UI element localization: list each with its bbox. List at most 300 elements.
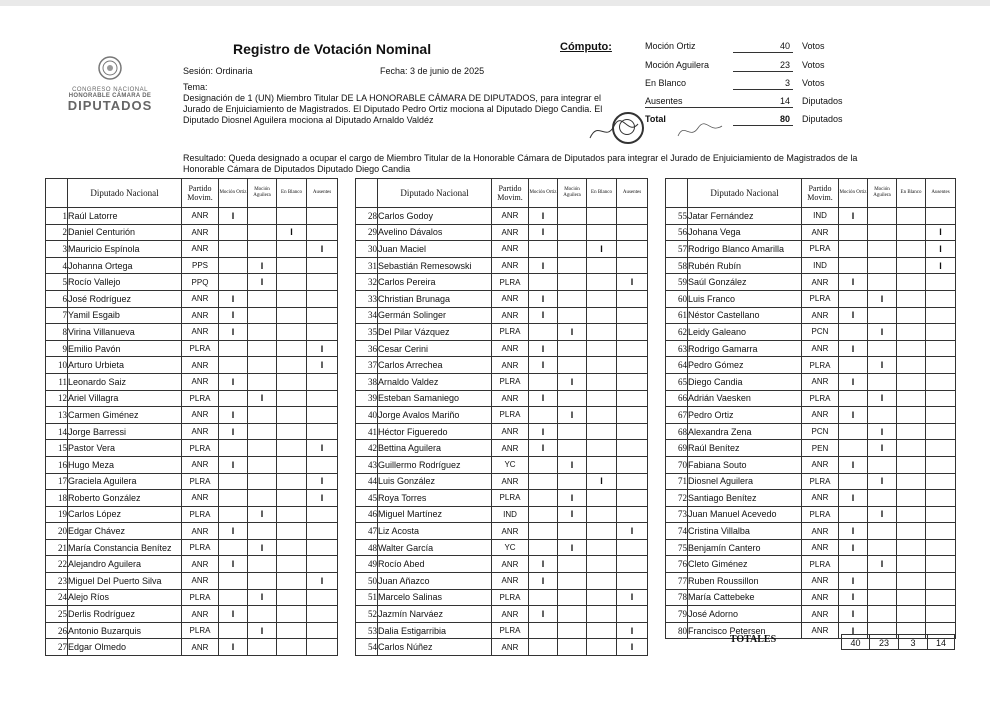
deputy-number: 78 — [666, 589, 688, 606]
table-row — [666, 407, 956, 424]
deputy-number: 69 — [666, 440, 688, 457]
vote-cell — [926, 440, 956, 457]
vote-cell: I — [926, 241, 956, 258]
table-row — [666, 390, 956, 407]
vote-cell — [307, 523, 338, 540]
computo-unit: Votos — [802, 60, 825, 70]
vote-cell — [926, 539, 956, 556]
table-row — [46, 373, 338, 390]
deputy-name: Juan Manuel Acevedo — [688, 506, 802, 523]
vote-cell — [277, 539, 307, 556]
vote-cell: I — [558, 539, 587, 556]
vote-cell — [926, 357, 956, 374]
vote-cell — [587, 290, 617, 307]
total-aguilera: 23 — [869, 634, 899, 650]
vote-cell — [839, 290, 868, 307]
vote-cell — [219, 589, 248, 606]
vote-cell — [587, 622, 617, 639]
table-row — [666, 523, 956, 540]
vote-cell — [897, 573, 926, 590]
vote-cell — [868, 307, 897, 324]
vote-cell — [926, 490, 956, 507]
table-row — [666, 224, 956, 241]
vote-cell — [617, 407, 648, 424]
tema-label: Tema: — [183, 82, 208, 92]
deputy-name: Pedro Ortiz — [688, 407, 802, 424]
vote-cell — [587, 340, 617, 357]
deputy-party: ANR — [802, 606, 839, 623]
deputy-party: IND — [802, 208, 839, 225]
deputy-number: 67 — [666, 407, 688, 424]
vote-cell — [897, 490, 926, 507]
deputy-name: Graciela Aguilera — [68, 473, 182, 490]
deputy-party: YC — [492, 456, 529, 473]
deputy-party: ANR — [492, 241, 529, 258]
deputy-number: 1 — [46, 208, 68, 225]
vote-cell — [558, 639, 587, 656]
vote-cell — [558, 208, 587, 225]
vote-cell — [587, 423, 617, 440]
vote-cell — [248, 407, 277, 424]
deputy-name: Edgar Olmedo — [68, 639, 182, 656]
computo-underline — [733, 89, 793, 90]
deputy-name: Luis González — [378, 473, 492, 490]
table-row — [666, 573, 956, 590]
deputy-party: PPS — [182, 257, 219, 274]
deputy-party: ANR — [492, 340, 529, 357]
table-row — [46, 573, 338, 590]
votes-table-3 — [665, 178, 956, 639]
deputy-name: Pastor Vera — [68, 440, 182, 457]
vote-cell — [307, 324, 338, 341]
vote-cell — [926, 423, 956, 440]
table-row — [666, 456, 956, 473]
table-row — [356, 639, 648, 656]
vote-cell — [219, 473, 248, 490]
vote-cell — [529, 407, 558, 424]
deputy-party: PLRA — [182, 539, 219, 556]
computo-label: Total — [645, 114, 666, 124]
table-row — [356, 556, 648, 573]
table-row — [666, 606, 956, 623]
vote-cell — [926, 473, 956, 490]
vote-cell — [897, 224, 926, 241]
vote-cell — [587, 539, 617, 556]
vote-cell — [617, 241, 648, 258]
deputy-name: José Adorno — [688, 606, 802, 623]
vote-cell — [617, 290, 648, 307]
header-number — [46, 179, 68, 208]
table-row — [666, 440, 956, 457]
vote-cell — [897, 589, 926, 606]
deputy-party: ANR — [492, 473, 529, 490]
vote-cell — [248, 324, 277, 341]
deputy-number: 32 — [356, 274, 378, 291]
tema-text: Designación de 1 (UN) Miembro Titular DE LA HONORABLE CÁMARA DE DIPUTADOS, para integrar el Jurado de Enjuiciamiento de Magistrados. El Diputado Pedro Ortiz mociona al Diputado Diego Candia. El Diputado Diosnel Aguilera mociona al Diputado Arnaldo Valdéz — [183, 93, 603, 125]
deputy-party: ANR — [802, 539, 839, 556]
deputy-name: Carlos López — [68, 506, 182, 523]
deputy-party: PLRA — [182, 473, 219, 490]
vote-cell: I — [558, 490, 587, 507]
table-row — [46, 440, 338, 457]
deputy-number: 80 — [666, 622, 688, 639]
header-name: Diputado Nacional — [378, 179, 492, 208]
deputy-name: Dalia Estigarribia — [378, 622, 492, 639]
vote-cell — [926, 324, 956, 341]
deputy-name: Rodrigo Blanco Amarilla — [688, 241, 802, 258]
deputy-number: 19 — [46, 506, 68, 523]
vote-cell — [277, 208, 307, 225]
deputy-party: IND — [802, 257, 839, 274]
deputy-number: 70 — [666, 456, 688, 473]
deputy-name: Walter García — [378, 539, 492, 556]
deputy-number: 35 — [356, 324, 378, 341]
deputy-name: Carmen Giménez — [68, 407, 182, 424]
computo-underline — [733, 52, 793, 53]
vote-cell — [529, 639, 558, 656]
vote-cell — [529, 539, 558, 556]
deputy-party: ANR — [182, 307, 219, 324]
vote-cell — [277, 407, 307, 424]
vote-cell — [248, 606, 277, 623]
deputy-party: ANR — [802, 307, 839, 324]
vote-cell — [617, 257, 648, 274]
deputy-party: ANR — [492, 257, 529, 274]
vote-cell — [558, 340, 587, 357]
table-row — [46, 423, 338, 440]
vote-cell — [587, 573, 617, 590]
vote-cell — [926, 556, 956, 573]
deputy-number: 18 — [46, 490, 68, 507]
vote-cell — [558, 357, 587, 374]
computo-underline — [733, 71, 793, 72]
vote-cell — [529, 456, 558, 473]
deputy-party: ANR — [182, 490, 219, 507]
vote-cell — [248, 573, 277, 590]
vote-cell — [219, 357, 248, 374]
vote-cell — [529, 324, 558, 341]
vote-cell — [248, 340, 277, 357]
table-row — [666, 307, 956, 324]
vote-cell — [219, 573, 248, 590]
deputy-number: 15 — [46, 440, 68, 457]
deputy-number: 2 — [46, 224, 68, 241]
computo-unit: Diputados — [802, 114, 843, 124]
deputy-party: ANR — [182, 324, 219, 341]
vote-cell — [307, 390, 338, 407]
deputy-number: 45 — [356, 490, 378, 507]
deputy-name: Rodrigo Gamarra — [688, 340, 802, 357]
vote-cell — [617, 490, 648, 507]
deputy-number: 65 — [666, 373, 688, 390]
deputy-number: 72 — [666, 490, 688, 507]
deputy-party: ANR — [182, 290, 219, 307]
vote-cell — [587, 589, 617, 606]
vote-cell: I — [219, 523, 248, 540]
vote-cell: I — [868, 324, 897, 341]
deputy-number: 3 — [46, 241, 68, 258]
vote-cell — [839, 324, 868, 341]
vote-cell: I — [868, 357, 897, 374]
vote-cell — [558, 307, 587, 324]
computo-unit: Votos — [802, 78, 825, 88]
deputy-party: ANR — [182, 224, 219, 241]
deputy-name: Francisco Petersen — [688, 622, 802, 639]
vote-cell: I — [219, 606, 248, 623]
deputy-number: 53 — [356, 622, 378, 639]
total-blanco: 3 — [898, 634, 928, 650]
vote-cell — [558, 589, 587, 606]
vote-cell: I — [529, 573, 558, 590]
table-row — [356, 241, 648, 258]
vote-cell — [617, 390, 648, 407]
vote-cell — [558, 423, 587, 440]
vote-cell — [868, 539, 897, 556]
vote-cell — [926, 307, 956, 324]
vote-cell: I — [248, 274, 277, 291]
vote-cell: I — [248, 622, 277, 639]
vote-cell — [277, 257, 307, 274]
vote-cell: I — [839, 208, 868, 225]
vote-cell — [248, 357, 277, 374]
deputy-name: Adrián Vaesken — [688, 390, 802, 407]
vote-cell — [926, 290, 956, 307]
computo-total-rule — [645, 107, 793, 108]
vote-cell: I — [248, 539, 277, 556]
vote-cell — [558, 523, 587, 540]
deputy-name: Antonio Buzarquis — [68, 622, 182, 639]
deputy-name: Roberto González — [68, 490, 182, 507]
vote-cell — [897, 456, 926, 473]
deputy-number: 22 — [46, 556, 68, 573]
deputy-name: Leonardo Saiz — [68, 373, 182, 390]
header-en-blanco: En Blanco — [277, 179, 307, 208]
deputy-number: 68 — [666, 423, 688, 440]
vote-cell: I — [558, 324, 587, 341]
deputy-party: PLRA — [182, 506, 219, 523]
vote-cell — [248, 241, 277, 258]
deputy-party: PLRA — [492, 589, 529, 606]
vote-cell — [248, 373, 277, 390]
vote-cell — [868, 407, 897, 424]
deputy-number: 50 — [356, 573, 378, 590]
vote-cell: I — [839, 622, 868, 639]
vote-cell — [868, 573, 897, 590]
deputy-party: ANR — [492, 208, 529, 225]
signature-right — [676, 118, 726, 144]
deputy-number: 27 — [46, 639, 68, 656]
resultado-text: Resultado: Queda designado a ocupar el cargo de Miembro Titular de la Honorable Cámara de Diputados para integrar el Jurado de Enjuiciamiento de Magistrados de la Honorable Cámara de Diputados Diputado Diego Candia — [183, 153, 858, 174]
deputy-party: PLRA — [182, 622, 219, 639]
table-row — [666, 556, 956, 573]
deputy-name: Emilio Pavón — [68, 340, 182, 357]
vote-cell — [868, 224, 897, 241]
table-row — [46, 622, 338, 639]
vote-cell — [617, 340, 648, 357]
vote-cell — [839, 241, 868, 258]
vote-cell — [307, 407, 338, 424]
vote-cell — [587, 606, 617, 623]
vote-cell — [587, 556, 617, 573]
totals-label: TOTALES — [729, 634, 777, 645]
vote-cell — [897, 473, 926, 490]
vote-cell — [868, 340, 897, 357]
table-row — [356, 307, 648, 324]
vote-cell: I — [839, 274, 868, 291]
vote-cell: I — [617, 589, 648, 606]
vote-cell: I — [529, 423, 558, 440]
vote-cell: I — [587, 241, 617, 258]
table-row — [46, 473, 338, 490]
vote-cell: I — [839, 456, 868, 473]
vote-cell — [307, 274, 338, 291]
vote-cell — [897, 423, 926, 440]
vote-cell — [277, 639, 307, 656]
deputy-number: 5 — [46, 274, 68, 291]
vote-cell: I — [529, 208, 558, 225]
vote-cell — [868, 490, 897, 507]
vote-cell — [558, 473, 587, 490]
vote-cell — [277, 556, 307, 573]
deputy-number: 9 — [46, 340, 68, 357]
deputy-name: Mauricio Espínola — [68, 241, 182, 258]
vote-cell — [868, 257, 897, 274]
vote-cell — [248, 208, 277, 225]
vote-cell — [277, 290, 307, 307]
deputy-name: Héctor Figueredo — [378, 423, 492, 440]
deputy-number: 34 — [356, 307, 378, 324]
deputy-name: Johanna Ortega — [68, 257, 182, 274]
header-party: Partido Movim. — [802, 179, 839, 208]
vote-cell — [617, 423, 648, 440]
deputy-party: PLRA — [492, 274, 529, 291]
table-row — [46, 523, 338, 540]
table-row — [666, 324, 956, 341]
vote-cell — [558, 241, 587, 258]
vote-cell — [277, 589, 307, 606]
table-row — [46, 324, 338, 341]
vote-cell: I — [868, 556, 897, 573]
deputy-party: ANR — [802, 456, 839, 473]
vote-cell — [587, 407, 617, 424]
computo-value: 80 — [779, 114, 790, 124]
vote-cell — [587, 523, 617, 540]
vote-cell — [926, 506, 956, 523]
vote-cell: I — [839, 573, 868, 590]
vote-cell — [558, 622, 587, 639]
vote-cell: I — [529, 440, 558, 457]
vote-cell — [587, 307, 617, 324]
deputy-name: Yamil Esgaib — [68, 307, 182, 324]
vote-cell — [277, 440, 307, 457]
table-row — [46, 224, 338, 241]
vote-cell — [219, 390, 248, 407]
computo-underline — [733, 125, 793, 126]
vote-cell — [926, 523, 956, 540]
deputy-number: 75 — [666, 539, 688, 556]
table-row — [666, 257, 956, 274]
vote-cell: I — [307, 473, 338, 490]
deputy-name: Miguel Del Puerto Silva — [68, 573, 182, 590]
vote-cell — [558, 606, 587, 623]
deputy-name: Marcelo Salinas — [378, 589, 492, 606]
deputy-name: Carlos Núñez — [378, 639, 492, 656]
header-ausentes: Ausentes — [307, 179, 338, 208]
table-row — [46, 639, 338, 656]
deputy-party: ANR — [182, 606, 219, 623]
vote-cell — [897, 324, 926, 341]
table-row — [666, 357, 956, 374]
deputy-number: 7 — [46, 307, 68, 324]
deputy-number: 28 — [356, 208, 378, 225]
deputy-number: 39 — [356, 390, 378, 407]
deputy-party: ANR — [492, 556, 529, 573]
vote-cell: I — [219, 556, 248, 573]
vote-cell — [587, 440, 617, 457]
deputy-number: 79 — [666, 606, 688, 623]
deputy-name: Cleto Giménez — [688, 556, 802, 573]
vote-cell — [897, 290, 926, 307]
header-mocion-aguilera: Moción Aguilera — [558, 179, 587, 208]
tema-block — [183, 82, 613, 126]
deputy-name: José Rodríguez — [68, 290, 182, 307]
deputy-number: 16 — [46, 456, 68, 473]
deputy-number: 25 — [46, 606, 68, 623]
coat-of-arms-icon — [97, 55, 123, 81]
deputy-name: Cristina Villalba — [688, 523, 802, 540]
vote-cell — [839, 440, 868, 457]
vote-cell — [529, 506, 558, 523]
vote-cell: I — [307, 440, 338, 457]
deputy-number: 49 — [356, 556, 378, 573]
vote-cell — [839, 473, 868, 490]
deputy-name: Johana Vega — [688, 224, 802, 241]
deputy-number: 48 — [356, 539, 378, 556]
vote-cell: I — [558, 373, 587, 390]
table-row — [46, 606, 338, 623]
vote-cell — [277, 506, 307, 523]
deputy-name: Del Pilar Vázquez — [378, 324, 492, 341]
vote-cell — [248, 639, 277, 656]
vote-cell — [219, 490, 248, 507]
header-mocion-aguilera: Moción Aguilera — [248, 179, 277, 208]
logo-line-2: HONORABLE CÁMARA DE — [68, 93, 152, 99]
table-row — [666, 589, 956, 606]
vote-cell: I — [219, 373, 248, 390]
total-ausente: 14 — [927, 634, 955, 650]
computo-label: Moción Ortiz — [645, 41, 696, 51]
table-row — [46, 390, 338, 407]
table-row — [46, 241, 338, 258]
vote-cell — [307, 639, 338, 656]
vote-cell — [897, 506, 926, 523]
deputy-name: Christian Brunaga — [378, 290, 492, 307]
vote-cell: I — [868, 440, 897, 457]
deputy-name: Diego Candia — [688, 373, 802, 390]
vote-cell: I — [529, 357, 558, 374]
deputy-number: 59 — [666, 274, 688, 291]
vote-cell — [839, 257, 868, 274]
deputy-name: Néstor Castellano — [688, 307, 802, 324]
deputy-number: 4 — [46, 257, 68, 274]
vote-cell — [897, 440, 926, 457]
vote-cell: I — [529, 340, 558, 357]
table-row — [46, 490, 338, 507]
vote-cell — [868, 373, 897, 390]
deputy-party: PLRA — [802, 506, 839, 523]
table-row — [46, 208, 338, 225]
vote-cell — [617, 506, 648, 523]
